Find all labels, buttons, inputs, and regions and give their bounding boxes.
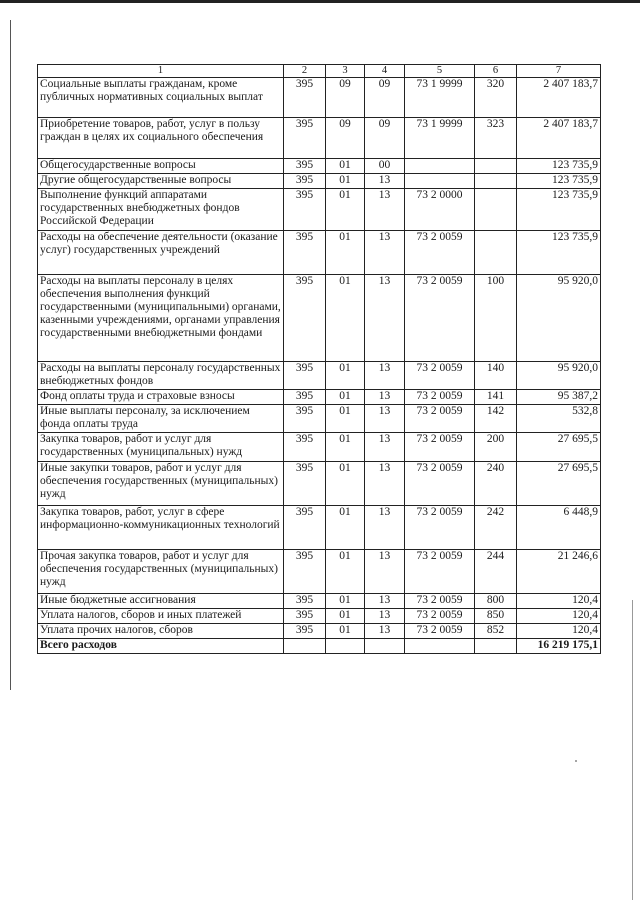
row-expense-type: 323	[475, 118, 517, 159]
row-section: 01	[326, 362, 365, 390]
row-name: Социальные выплаты гражданам, кроме публичных нормативных социальных выплат	[38, 78, 284, 118]
row-section: 09	[326, 78, 365, 118]
row-name: Расходы на выплаты персоналу в целях обеспечения выполнения функций государственными (муниципальными) органами, казенными учреждениями, органами управления государственными внебюджетными фондами	[38, 275, 284, 362]
row-code-ministry: 395	[284, 609, 326, 624]
row-target-article: 73 2 0059	[405, 550, 475, 594]
row-expense-type: 852	[475, 624, 517, 639]
scan-left-edge	[10, 20, 11, 690]
row-expense-type	[475, 231, 517, 275]
table-row	[38, 189, 601, 231]
row-target-article	[405, 174, 475, 189]
row-subsection: 13	[365, 550, 405, 594]
row-expense-type: 244	[475, 550, 517, 594]
row-section: 01	[326, 159, 365, 174]
row-amount: 123 735,9	[517, 159, 601, 174]
table-row	[38, 550, 601, 594]
row-section: 01	[326, 405, 365, 433]
row-target-article: 73 2 0059	[405, 609, 475, 624]
row-expense-type: 140	[475, 362, 517, 390]
row-name: Выполнение функций аппаратами государственных внебюджетных фондов Российской Федерации	[38, 189, 284, 231]
row-code-ministry: 395	[284, 506, 326, 550]
row-amount: 123 735,9	[517, 189, 601, 231]
row-code-ministry: 395	[284, 405, 326, 433]
row-section: 01	[326, 231, 365, 275]
table-row	[38, 362, 601, 390]
row-expense-type: 142	[475, 405, 517, 433]
table-row	[38, 174, 601, 189]
column-header: 6	[475, 65, 517, 78]
row-section: 01	[326, 550, 365, 594]
row-amount: 95 387,2	[517, 390, 601, 405]
row-code-ministry: 395	[284, 159, 326, 174]
row-subsection: 13	[365, 174, 405, 189]
row-expense-type	[475, 174, 517, 189]
row-amount: 27 695,5	[517, 462, 601, 506]
column-number-row	[38, 65, 601, 78]
row-code-ministry: 395	[284, 594, 326, 609]
row-subsection: 13	[365, 362, 405, 390]
table-row	[38, 609, 601, 624]
row-subsection: 13	[365, 275, 405, 362]
table-row	[38, 159, 601, 174]
row-name: Приобретение товаров, работ, услуг в пользу граждан в целях их социального обеспечения	[38, 118, 284, 159]
row-code-ministry: 395	[284, 189, 326, 231]
row-target-article: 73 1 9999	[405, 78, 475, 118]
row-code-ministry: 395	[284, 550, 326, 594]
row-subsection: 00	[365, 159, 405, 174]
row-code-ministry: 395	[284, 231, 326, 275]
table-row	[38, 624, 601, 639]
row-expense-type: 320	[475, 78, 517, 118]
row-section: 01	[326, 275, 365, 362]
row-amount: 21 246,6	[517, 550, 601, 594]
table-row	[38, 506, 601, 550]
row-code-ministry: 395	[284, 390, 326, 405]
row-name: Фонд оплаты труда и страховые взносы	[38, 390, 284, 405]
row-target-article: 73 1 9999	[405, 118, 475, 159]
row-section: 01	[326, 624, 365, 639]
row-expense-type: 240	[475, 462, 517, 506]
row-subsection: 13	[365, 506, 405, 550]
row-section: 01	[326, 433, 365, 462]
row-subsection: 13	[365, 609, 405, 624]
table-row	[38, 405, 601, 433]
row-expense-type: 100	[475, 275, 517, 362]
row-subsection: 13	[365, 390, 405, 405]
row-amount: 532,8	[517, 405, 601, 433]
column-header: 3	[326, 65, 365, 78]
table-row	[38, 462, 601, 506]
row-name: Иные выплаты персоналу, за исключением фонда оплаты труда	[38, 405, 284, 433]
scan-right-edge	[632, 600, 633, 900]
row-code-ministry: 395	[284, 362, 326, 390]
row-target-article: 73 2 0059	[405, 390, 475, 405]
row-section: 01	[326, 462, 365, 506]
row-name: Закупка товаров, работ и услуг для государственных (муниципальных) нужд	[38, 433, 284, 462]
column-header: 1	[38, 65, 284, 78]
row-section: 01	[326, 506, 365, 550]
row-target-article: 73 2 0059	[405, 433, 475, 462]
column-header: 5	[405, 65, 475, 78]
row-subsection: 09	[365, 78, 405, 118]
row-target-article: 73 2 0059	[405, 506, 475, 550]
table-row	[38, 433, 601, 462]
table-row	[38, 118, 601, 159]
table-row	[38, 275, 601, 362]
row-code-ministry: 395	[284, 174, 326, 189]
scan-speck	[575, 760, 577, 762]
row-name: Расходы на выплаты персоналу государственных внебюджетных фондов	[38, 362, 284, 390]
row-target-article: 73 2 0059	[405, 231, 475, 275]
row-subsection: 13	[365, 405, 405, 433]
row-expense-type	[475, 159, 517, 174]
row-code-ministry: 395	[284, 78, 326, 118]
row-name: Прочая закупка товаров, работ и услуг для обеспечения государственных (муниципальных) нужд	[38, 550, 284, 594]
row-amount: 6 448,9	[517, 506, 601, 550]
row-subsection: 13	[365, 594, 405, 609]
budget-expenditure-table	[37, 64, 601, 654]
row-code-ministry: 395	[284, 118, 326, 159]
row-target-article: 73 2 0059	[405, 405, 475, 433]
scan-top-edge	[0, 0, 640, 3]
row-name: Иные бюджетные ассигнования	[38, 594, 284, 609]
row-name: Общегосударственные вопросы	[38, 159, 284, 174]
row-amount: 120,4	[517, 609, 601, 624]
row-section: 01	[326, 189, 365, 231]
row-target-article: 73 2 0059	[405, 275, 475, 362]
total-amount: 16 219 175,1	[517, 639, 601, 654]
row-expense-type: 800	[475, 594, 517, 609]
row-code-ministry: 395	[284, 275, 326, 362]
row-subsection: 13	[365, 189, 405, 231]
row-code-ministry: 395	[284, 624, 326, 639]
row-expense-type: 850	[475, 609, 517, 624]
row-amount: 95 920,0	[517, 362, 601, 390]
table-row	[38, 594, 601, 609]
row-section: 01	[326, 594, 365, 609]
row-amount: 95 920,0	[517, 275, 601, 362]
row-amount: 2 407 183,7	[517, 78, 601, 118]
row-expense-type: 141	[475, 390, 517, 405]
row-name: Другие общегосударственные вопросы	[38, 174, 284, 189]
row-subsection: 13	[365, 433, 405, 462]
row-name: Уплата налогов, сборов и иных платежей	[38, 609, 284, 624]
row-name: Уплата прочих налогов, сборов	[38, 624, 284, 639]
total-row	[38, 639, 601, 654]
row-subsection: 13	[365, 231, 405, 275]
row-section: 01	[326, 609, 365, 624]
row-amount: 123 735,9	[517, 174, 601, 189]
row-section: 01	[326, 390, 365, 405]
table-row	[38, 78, 601, 118]
row-target-article: 73 2 0059	[405, 362, 475, 390]
column-header: 4	[365, 65, 405, 78]
row-target-article	[405, 159, 475, 174]
row-subsection: 09	[365, 118, 405, 159]
column-header: 7	[517, 65, 601, 78]
row-name: Закупка товаров, работ, услуг в сфере информационно-коммуникационных технологий	[38, 506, 284, 550]
row-section: 01	[326, 174, 365, 189]
table-row	[38, 231, 601, 275]
total-label: Всего расходов	[38, 639, 284, 654]
row-name: Расходы на обеспечение деятельности (оказание услуг) государственных учреждений	[38, 231, 284, 275]
row-subsection: 13	[365, 462, 405, 506]
row-name: Иные закупки товаров, работ и услуг для обеспечения государственных (муниципальных) нужд	[38, 462, 284, 506]
column-header: 2	[284, 65, 326, 78]
row-expense-type: 242	[475, 506, 517, 550]
row-target-article: 73 2 0059	[405, 462, 475, 506]
row-target-article: 73 2 0059	[405, 624, 475, 639]
row-amount: 120,4	[517, 594, 601, 609]
row-expense-type	[475, 189, 517, 231]
row-target-article: 73 2 0059	[405, 594, 475, 609]
row-code-ministry: 395	[284, 433, 326, 462]
row-amount: 2 407 183,7	[517, 118, 601, 159]
row-code-ministry: 395	[284, 462, 326, 506]
row-section: 09	[326, 118, 365, 159]
row-expense-type: 200	[475, 433, 517, 462]
row-amount: 123 735,9	[517, 231, 601, 275]
row-amount: 27 695,5	[517, 433, 601, 462]
row-subsection: 13	[365, 624, 405, 639]
row-target-article: 73 2 0000	[405, 189, 475, 231]
table-row	[38, 390, 601, 405]
row-amount: 120,4	[517, 624, 601, 639]
